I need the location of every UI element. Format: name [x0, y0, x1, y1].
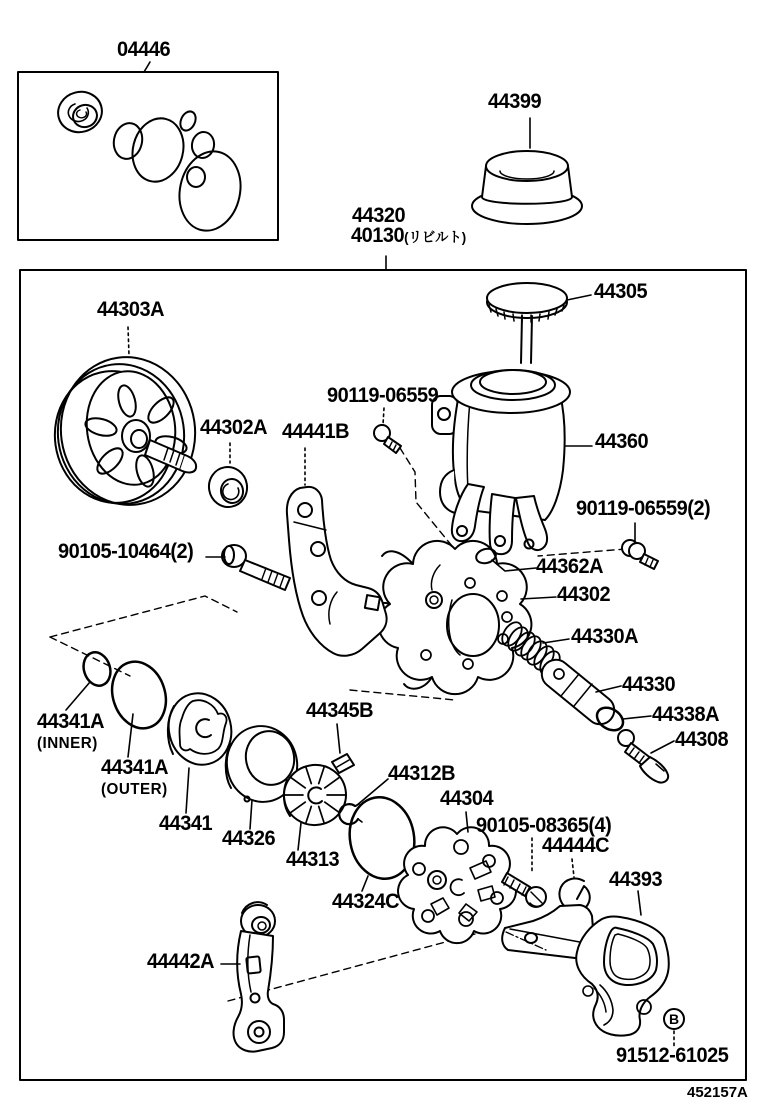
part-label-stud-bolt: 91512-61025	[616, 1044, 729, 1067]
part-label-union: 44308	[675, 728, 729, 751]
vane-drawing	[332, 754, 354, 773]
bolt-pulley-bracket-drawing	[222, 545, 290, 590]
detail-marker-letter: B	[668, 1011, 680, 1027]
part-label-side-plate: 44341	[159, 812, 213, 835]
part-label-rear-stay: 44444C	[542, 834, 610, 857]
union-drawing	[618, 730, 668, 783]
kit-box-border	[18, 72, 278, 240]
part-label-pulley: 44303A	[97, 298, 165, 321]
control-valve-drawing	[542, 660, 614, 724]
oring-inner-drawing	[79, 649, 114, 689]
part-label-kit: 04446	[117, 38, 171, 61]
bolt-front-bracket-drawing	[374, 425, 401, 453]
part-label-oval-ring: 44324C	[332, 890, 400, 913]
oring-inner-number: 44341A	[37, 710, 105, 733]
part-label-rotor: 44313	[286, 848, 340, 871]
part-label-bolt-reservoir: 90119-06559(2)	[576, 497, 711, 520]
part-label-cap: 44399	[488, 90, 542, 113]
part-label-vane: 44345B	[306, 699, 374, 722]
oring-inner-note: (INNER)	[37, 735, 98, 752]
front-bracket-drawing	[287, 487, 387, 656]
part-label-front-housing: 44302	[557, 583, 611, 606]
reservoir-cap-drawing	[487, 283, 567, 363]
part-label-assembly-rebuilt	[351, 226, 466, 247]
part-label-bolt-pulley-bracket: 90105-10464(2)	[58, 540, 194, 563]
part-label-rear-body: 44304	[440, 787, 494, 810]
part-label-bolt-front-bracket: 90119-06559	[327, 384, 439, 407]
part-label-union-oring: 44338A	[652, 703, 720, 726]
part-label-oil-seal: 44302A	[200, 416, 268, 439]
seal-kit-drawing	[54, 87, 248, 236]
part-label-spring: 44330A	[571, 625, 639, 648]
part-label-oring-inner	[37, 712, 104, 753]
part-label-lower-bracket: 44442A	[147, 950, 215, 973]
part-label-reservoir-cap: 44305	[594, 280, 648, 303]
gasket-drawing	[576, 916, 669, 1035]
bolt-reservoir-drawing	[622, 540, 658, 569]
part-label-gasket: 44393	[609, 868, 663, 891]
lower-bracket-drawing	[234, 902, 284, 1051]
part-label-snap-ring: 44312B	[388, 762, 456, 785]
oil-seal-drawing	[206, 464, 250, 510]
oring-outer-note: (OUTER)	[101, 781, 168, 798]
pulley-drawing	[46, 348, 204, 513]
oring-outer-drawing	[104, 655, 174, 736]
rebuilt-number: 40130	[351, 224, 405, 247]
rebuilt-note: (リビルト)	[404, 229, 467, 245]
part-label-front-bracket: 44441B	[282, 420, 350, 443]
part-label-assembly: 44320	[352, 204, 406, 227]
part-label-cam-ring: 44326	[222, 827, 276, 850]
cap-drawing	[472, 151, 582, 224]
rear-body-drawing	[398, 827, 516, 943]
reservoir-drawing	[432, 370, 570, 554]
part-label-control-valve: 44330	[622, 673, 676, 696]
figure-code: 452157A	[687, 1084, 748, 1101]
oring-outer-number: 44341A	[101, 756, 169, 779]
part-label-oring-outer	[101, 758, 168, 799]
part-label-reservoir-oring: 44362A	[536, 555, 604, 578]
part-label-bolt-rear-body: 90105-08365(4)	[476, 814, 612, 837]
part-label-reservoir: 44360	[595, 430, 649, 453]
front-housing-drawing	[374, 541, 531, 694]
